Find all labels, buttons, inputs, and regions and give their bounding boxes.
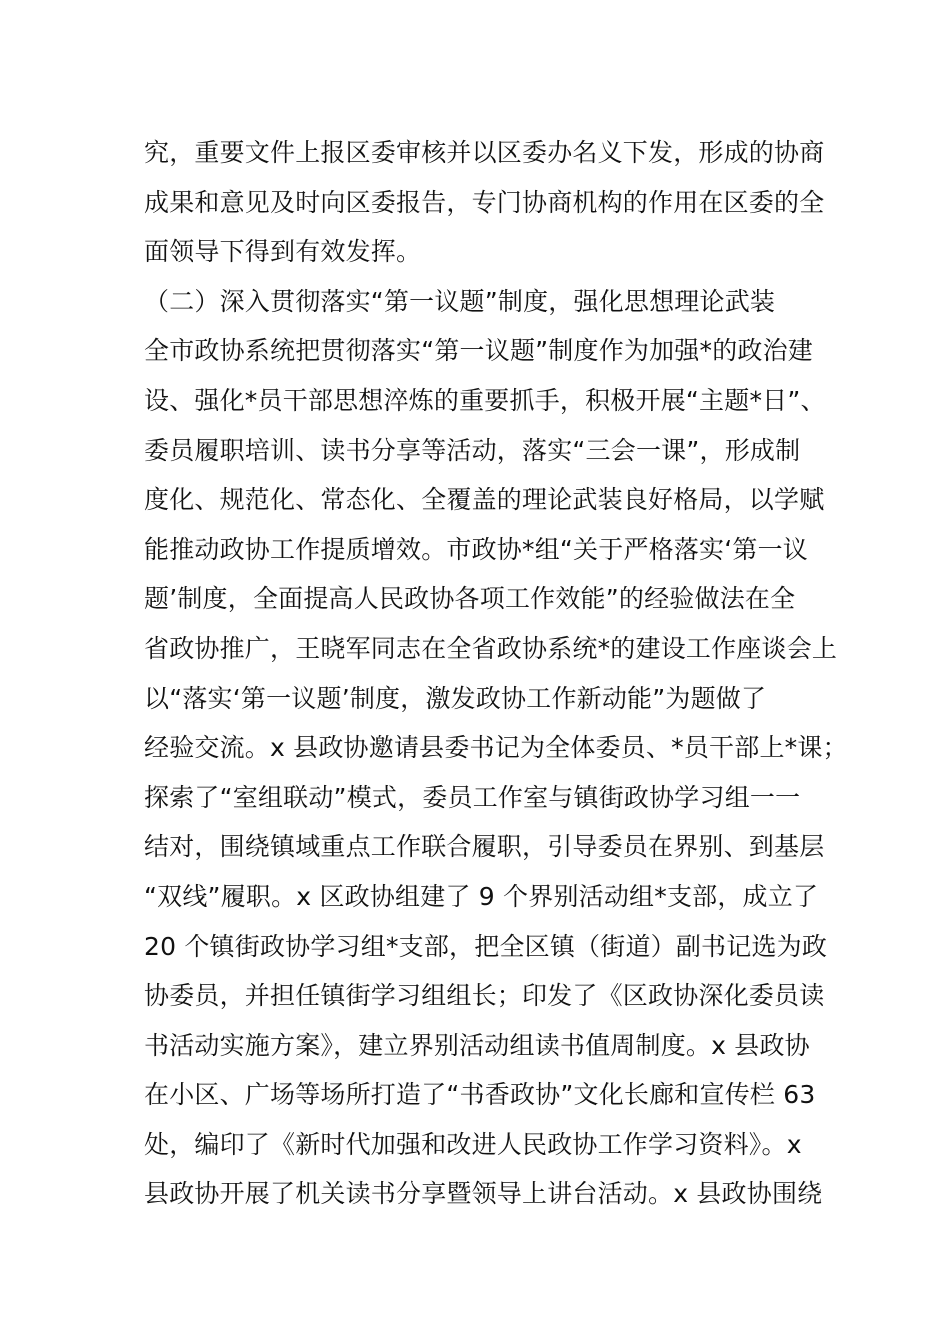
paragraph-line: 县政协开展了机关读书分享暨领导上讲台活动。x 县政协围绕: [144, 1179, 823, 1209]
paragraph-line: 度化、规范化、常态化、全覆盖的理论武装良好格局，以学赋: [144, 485, 825, 515]
paragraph-line: 以“落实‘第一议题’制度，激发政协工作新动能”为题做了: [144, 683, 767, 713]
paragraph-line: 在小区、广场等场所打造了“书香政协”文化长廊和宣传栏 63: [144, 1080, 816, 1110]
paragraph-line: 究，重要文件上报区委审核并以区委办名义下发，形成的协商: [144, 138, 825, 167]
paragraph-line: 能推动政协工作提质增效。市政协*组“关于严格落实‘第一议: [144, 534, 809, 564]
paragraph-line: 协委员，并担任镇街学习组组长；印发了《区政协深化委员读: [144, 981, 825, 1011]
paragraph-line: 省政协推广，王晓军同志在全省政协系统*的建设工作座谈会上: [144, 633, 838, 663]
paragraph-line: 探索了“室组联动”模式，委员工作室与镇街政协学习组一一: [144, 782, 801, 812]
paragraph-line: 题’制度，全面提高人民政协各项工作效能”的经验做法在全: [144, 584, 796, 614]
paragraph-line: 成果和意见及时向区委报告，专门协商机构的作用在区委的全: [144, 187, 825, 217]
paragraph-line: 设、强化*员干部思想淬炼的重要抓手，积极开展“主题*日”、: [144, 385, 826, 415]
paragraph-line: 20 个镇街政协学习组*支部，把全区镇（街道）副书记选为政: [144, 931, 828, 961]
paragraph-line: 经验交流。x 县政协邀请县委书记为全体委员、*员干部上*课；: [144, 733, 848, 763]
paragraph-line: 委员履职培训、读书分享等活动，落实“三会一课”，形成制: [144, 435, 801, 465]
paragraph-line: 结对，围绕镇域重点工作联合履职，引导委员在界别、到基层: [144, 832, 825, 862]
paragraph-line: 书活动实施方案》，建立界别活动组读书值周制度。x 县政协: [144, 1030, 810, 1060]
paragraph-line: “双线”履职。x 区政协组建了 9 个界别活动组*支部，成立了: [144, 881, 819, 911]
paragraph-line: 全市政协系统把贯彻落实“第一议题”制度作为加强*的政治建: [144, 336, 814, 366]
paragraph-line: 处，编印了《新时代加强和改进人民政协工作学习资料》。x: [144, 1129, 802, 1159]
section-heading: （二）深入贯彻落实“第一议题”制度，强化思想理论武装: [144, 286, 776, 316]
paragraph-line: 面领导下得到有效发挥。: [144, 237, 422, 267]
document-body: [144, 128, 848, 1219]
